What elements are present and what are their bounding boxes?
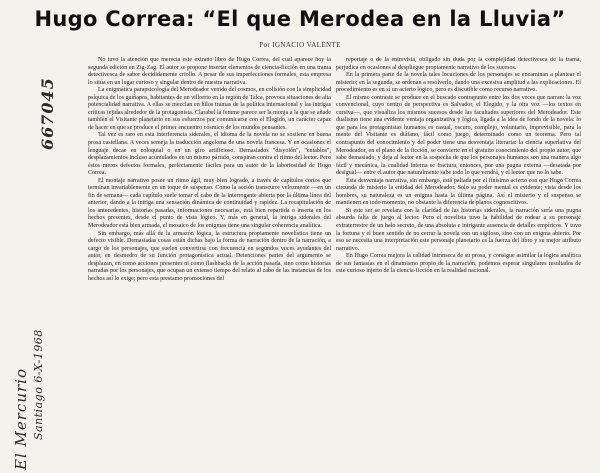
paragraph: El montaje narrativo posee un ritmo ágil, muy bien logrado, a través de capítulos cortos que terminan invariablemente en un toque de suspenso. Como la acción transcurre velozmente —en un fin de semana— cada capítulo suele tomar el cabo de la interrogante abierta por la última línea del anterior, dando a la intriga una sensación dinámica de continuidad y rapidez. La recapitulación de los antecedentes, historias pasadas, informaciones necesarias, está bien repartida o inserta en los hechos presentes, desde el punto de vista lógico. Y, más en general, la intriga siderales del Merodeador está bien armada, el mosaico de los enigmas tiene una singular coherencia analítica.	[88, 177, 331, 230]
paragraph: Esta desventaja narrativa, sin embargo, está paliada por el finísimo acierto con que Hugo Correa circunda de misterio la entidad del Merodeador. Solo su poder mental es evidente; vista desde los hombres, su naturaleza es un enigma hasta la última página. Así el misterio y el suspenso se mantienen en todo momento, no obstante la diferencia de planos cognoscitivos.	[336, 177, 581, 207]
paragraph: En Hugo Correa mejora la calidad intrínseca de su prosa, y consigue asimilar la lógica analítica de sus fantasías en el dinamismo propio de la narración, podemos esperar singulares resultados de este curioso injerto de la ciencia-ficción en la realidad nacional.	[336, 253, 581, 275]
article-byline: Por IGNACIO VALENTE	[259, 41, 341, 49]
paragraph: Si este ser se revelara con la claridad de las historias siderales, la narración sería una pugna absurda falta de juego al lector. Pero el novelista tuvo la habilidad de rodear a su personaje extraterrestre de un halo secreto, de una absoluta e intrigante ausencia de detalles empíricos. Y tuvo la fortuna y el buen sentido de no cerrar la novela con un sigiloso, sino con un enigma abierto. Por eso se necesita una interpretación este personaje planetario es la fuerza del libro y su mejor atributo narrativo.	[336, 207, 581, 252]
paragraph: Sin embargo, más allá de la armazón lógica, la estructura propiamente novelística tiene un defecto visible. Demasiadas cosas están dichas bajo la forma de narración dentro de la narración, a cargo de los personajes, que suelen convertirse con frecuencia en segundos voces ayudantes del autor, en desmedro de su función protagonística actual. Detenciones partes del argumento se desplazan, en como acciones presentes ni como flashbacks de la acción pasada, sino como historias narradas por los personajes, que ocupan un extenso tiempo del relato al cabo de las instancias de los hechos así lo exige; pero esta prestamo promociones del	[88, 230, 331, 282]
paragraph: En la primera parte de la novela tales locuciones de los personajes se encaminan a plantear el misterio; en la segunda, se ordenan a resolverlo, dando una excesiva amplitud a las explicaciones. El procedimiento es en sí un acierto lógico, pero es discutible como recurso narrativo.	[336, 72, 581, 94]
article-title: Hugo Correa: “El que Merodea en la Lluvia”	[34, 7, 566, 31]
paragraph: Tal vez es raro en esta interferencia siderales, el idioma de la novela no se sostiene en buena prosa castellana. A veces semeja la traducción angeloma de una novela francesa. Y en ocasiones el lenguaje decae en coloquial o en un giro artificioso. Demasiados "disyoión", "entablos", desplazamientos incluso acumulados en un mismo párrafo, conspiran contra el ritmo del lector. Pero éstos meros defectos formales, perfectamente fáciles para un autor de la laboriosidad de Hugo Correa.	[88, 132, 331, 177]
article-column-left	[88, 57, 331, 467]
handwritten-archive-number: 667045	[38, 77, 57, 150]
article-column-right	[336, 57, 581, 467]
paragraph: No tuvo la atención que merecía este extraño libro de Hugo Correa, del cual aparece hoy la segunda edición en Zig-Zag. El autor se propone insertar elementos de ciencia-ficción en una trama detectivesca de sabor decididamente criollo. A pesar de sus imperfecciones formales, esta empresa lo sitúa en un lugar curioso y singular dentro de nuestra narrativa.	[88, 57, 331, 86]
handwritten-place-date: Santiago 6-X-1968	[32, 329, 45, 440]
paragraph: reportaje o de la entrevista, obligado sin duda por la complejidad detectivesca de la trama, perjudica en ocasiones al despliegue propiamente narrativo de los sucesos.	[336, 57, 581, 71]
paragraph: El mismo contraste se produce en el buscado contrapunto entre los dos veces que narran: la voz convencional, cuyo centro de perspectiva es Salvador, el Elegido, y la otra voz —los textos en cursiva—, que visualiza los mismos sucesos desde las facultades superiores del Merodeador. Este dualismo tiene una evidente ventaja organizativa y lógica, ligada a la idea de fondo de la novela: lo que para los protagonistas humanos es casual, oscuro, complejo, voluntario, imprevisible, para la mente del Visitante es diáfano, fácil como juego, determinado como un teorema. Pero tal contrapunto del conocimiento y del poder tiene una desventaja literaria: la ciencia superlativa del Merodeador, en el plano de la ficción, se convierte en el gratuito conocimiento del propio autor, que sabe demasiado, y deja al lector en la sospecha de que los personajes humanos son una manera algo fácil y mecánica, la cualidad interna se fractura, entonces, por una pugna externa —desatada por desigual— entre el autor que naturalmente sabe todo lo que vendrá, y el lector que no lo sabe.	[336, 94, 581, 177]
paragraph: La enigmática parapsicología del Merodeador venido del cosmos, en colisión con la simplicidad psíquica de los guiñapos, habitantes de un villorrio en la región de Talca, provoca situaciones de alta potencialidad narrativa. A ellas se mezclan en hilos tramas de la política internacional y las intrigas críticas tejidas alrededor de la protagonista. Clarabel la femme parece ser la monja a la que se añade también el Visitante planetario en sus esfuerzos por comunicarse con el Elegido, un carácter capaz de hacer en que se produce el primer encuentro cósmico de los mundos pensantes.	[88, 87, 331, 131]
handwritten-newspaper-name: El Mercurio	[12, 368, 30, 470]
